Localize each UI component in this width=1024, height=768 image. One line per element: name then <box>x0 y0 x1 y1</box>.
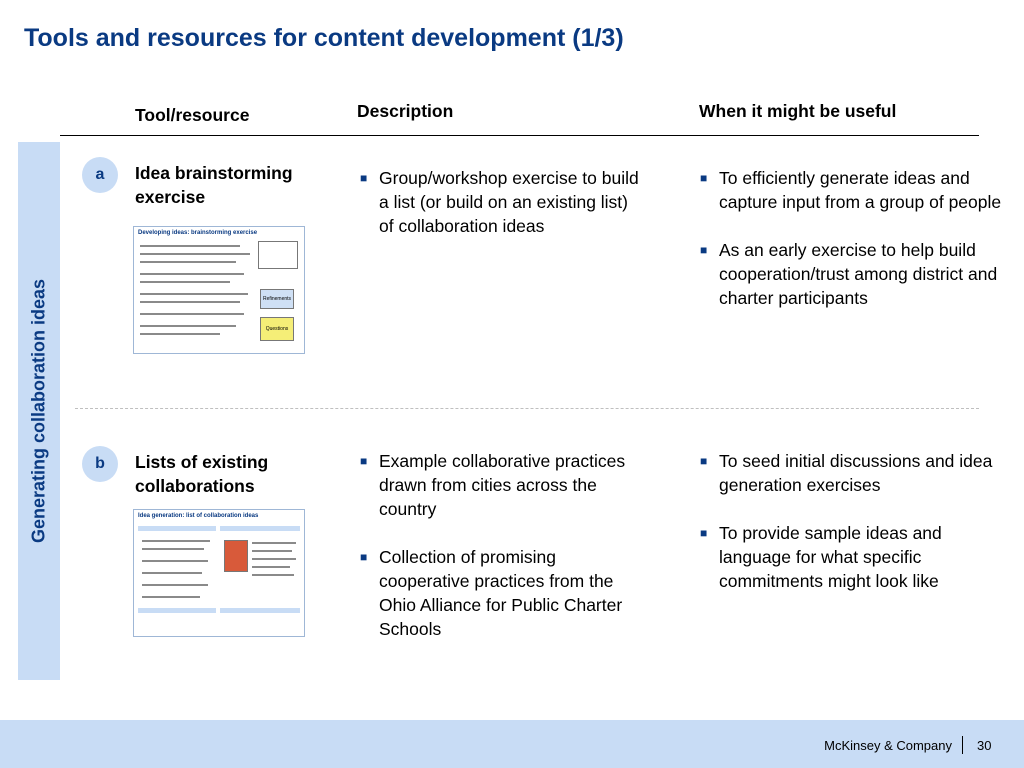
thumb-line <box>140 253 250 255</box>
useful-list-b <box>697 449 1002 617</box>
thumb-line <box>252 550 292 552</box>
thumbnail-brainstorming[interactable] <box>133 226 305 354</box>
thumb-line <box>140 281 230 283</box>
thumb-questions: Questions <box>260 317 294 341</box>
useful-text: To efficiently generate ideas and capture input from a group of people <box>719 168 1002 212</box>
thumb-line <box>142 596 200 598</box>
description-text: Group/workshop exercise to build a list (or build on an existing list) of collaboration ideas <box>379 168 639 236</box>
useful-item <box>697 166 1002 214</box>
useful-item <box>697 521 1002 593</box>
useful-list-a <box>697 166 1002 334</box>
thumb-line <box>140 313 244 315</box>
useful-text: As an early exercise to help build cooperation/trust among district and charter participants <box>719 240 998 308</box>
square-bullet-icon: ■ <box>700 243 708 257</box>
square-bullet-icon: ■ <box>360 550 368 564</box>
tool-name-b: Lists of existing collaborations <box>135 452 269 496</box>
description-list-a <box>357 166 647 262</box>
useful-item <box>697 449 1002 497</box>
badge-a: a <box>82 157 118 193</box>
thumb-header-bar <box>220 526 300 531</box>
thumb-header-bar <box>138 526 216 531</box>
thumb-line <box>140 301 240 303</box>
header-rule <box>60 135 979 136</box>
thumb-line <box>140 293 248 295</box>
description-text: Collection of promising cooperative practices from the Ohio Alliance for Public Charter Schools <box>379 547 623 639</box>
row-divider <box>75 408 979 409</box>
thumb-idea-list <box>258 241 298 269</box>
side-label-text: Generating collaboration ideas <box>28 278 49 544</box>
square-bullet-icon: ■ <box>700 171 708 185</box>
footer <box>0 720 1024 768</box>
thumb-line <box>140 333 220 335</box>
thumb-line <box>142 572 202 574</box>
page-number: 30 <box>977 738 992 753</box>
thumb-line <box>140 261 236 263</box>
thumb-line <box>142 540 210 542</box>
thumb-refinements: Refinements <box>260 289 294 309</box>
thumb-line <box>142 548 204 550</box>
thumb-line <box>252 558 296 560</box>
useful-item <box>697 238 1002 310</box>
footer-separator <box>962 736 963 754</box>
tool-name-a: Idea brainstorming exercise <box>135 163 293 207</box>
useful-text: To seed initial discussions and idea generation exercises <box>719 451 993 495</box>
square-bullet-icon: ■ <box>360 454 368 468</box>
column-header-tool: Tool/resource <box>135 105 250 125</box>
column-header-useful: When it might be useful <box>699 101 897 121</box>
square-bullet-icon: ■ <box>700 526 708 540</box>
useful-text: To provide sample ideas and language for what specific commitments might look like <box>719 523 942 591</box>
thumb-report-cover <box>224 540 248 572</box>
thumb-line <box>252 542 296 544</box>
thumb-line <box>140 273 244 275</box>
thumb-line <box>140 325 236 327</box>
page-title: Tools and resources for content development (1/3) <box>24 24 624 52</box>
thumb-line <box>252 566 290 568</box>
thumbnail-heading: Developing ideas: brainstorming exercise <box>138 230 258 236</box>
badge-b: b <box>82 446 118 482</box>
thumbnail-heading: Idea generation: list of collaboration ideas <box>138 513 259 519</box>
thumbnail-collaborations[interactable] <box>133 509 305 637</box>
thumb-footer-bar <box>220 608 300 613</box>
thumb-line <box>252 574 294 576</box>
square-bullet-icon: ■ <box>360 171 368 185</box>
footer-firm: McKinsey & Company <box>824 738 952 753</box>
description-list-b <box>357 449 647 665</box>
description-item <box>357 166 647 238</box>
square-bullet-icon: ■ <box>700 454 708 468</box>
thumb-line <box>140 245 240 247</box>
thumb-line <box>142 584 208 586</box>
column-header-description: Description <box>357 101 454 121</box>
description-item <box>357 449 647 521</box>
thumb-line <box>142 560 208 562</box>
description-text: Example collaborative practices drawn from cities across the country <box>379 451 626 519</box>
thumb-footer-bar <box>138 608 216 613</box>
description-item <box>357 545 647 641</box>
